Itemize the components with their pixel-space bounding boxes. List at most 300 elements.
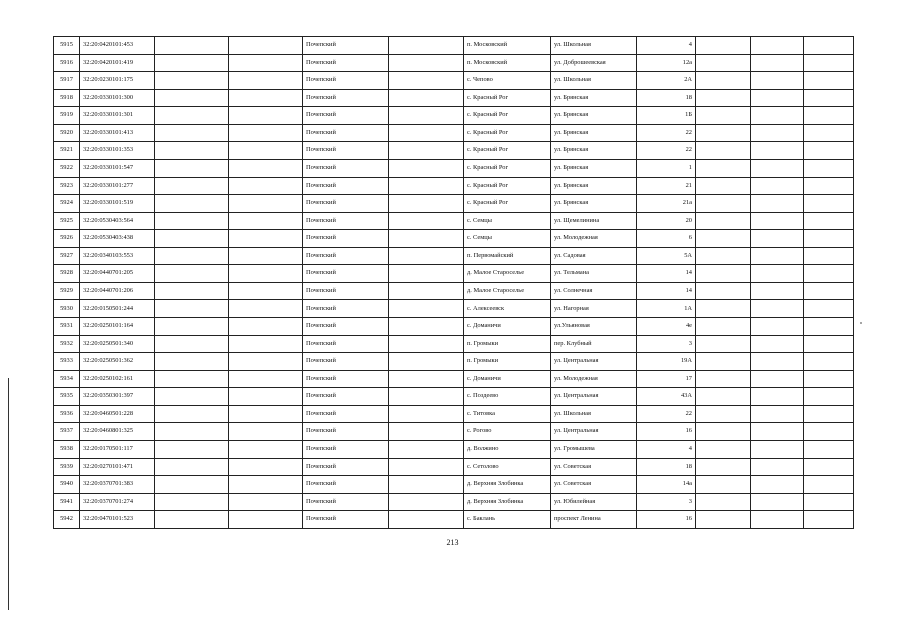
table-row	[54, 124, 854, 142]
house-number-cell: 14	[637, 282, 696, 300]
row-number-cell: 5922	[54, 159, 80, 177]
empty-cell	[804, 282, 854, 300]
district-cell: Почепский	[303, 230, 389, 248]
house-number-cell: 1	[637, 159, 696, 177]
empty-cell	[696, 37, 751, 55]
table-row	[54, 388, 854, 406]
empty-cell	[389, 511, 464, 529]
empty-cell	[804, 177, 854, 195]
empty-cell	[696, 177, 751, 195]
settlement-cell: с. Красный Рог	[464, 89, 551, 107]
table-row	[54, 423, 854, 441]
row-number-cell: 5941	[54, 493, 80, 511]
row-number-cell: 5916	[54, 54, 80, 72]
empty-cell	[389, 282, 464, 300]
street-cell: ул. Советская	[551, 458, 637, 476]
table-row	[54, 440, 854, 458]
house-number-cell: 21	[637, 177, 696, 195]
empty-cell	[155, 388, 229, 406]
cadastral-number-cell: 32:20:0170501:117	[80, 440, 155, 458]
street-cell: ул. Центральная	[551, 388, 637, 406]
settlement-cell: п. Громыки	[464, 335, 551, 353]
empty-cell	[229, 388, 303, 406]
empty-cell	[229, 177, 303, 195]
cadastral-number-cell: 32:20:0460801:325	[80, 423, 155, 441]
empty-cell	[751, 405, 804, 423]
empty-cell	[804, 476, 854, 494]
empty-cell	[229, 423, 303, 441]
house-number-cell: 4	[637, 37, 696, 55]
table-row	[54, 458, 854, 476]
empty-cell	[389, 476, 464, 494]
table-row	[54, 72, 854, 90]
empty-cell	[804, 493, 854, 511]
empty-cell	[696, 335, 751, 353]
empty-cell	[389, 335, 464, 353]
empty-cell	[229, 107, 303, 125]
table-row	[54, 159, 854, 177]
empty-cell	[389, 265, 464, 283]
empty-cell	[389, 107, 464, 125]
row-number-cell: 5931	[54, 318, 80, 336]
table-row	[54, 177, 854, 195]
empty-cell	[751, 318, 804, 336]
scan-margin-line	[8, 378, 9, 610]
empty-cell	[389, 177, 464, 195]
district-cell: Почепский	[303, 247, 389, 265]
empty-cell	[696, 89, 751, 107]
district-cell: Почепский	[303, 370, 389, 388]
empty-cell	[696, 388, 751, 406]
cadastral-number-cell: 32:20:0370701:274	[80, 493, 155, 511]
empty-cell	[804, 300, 854, 318]
empty-cell	[389, 388, 464, 406]
empty-cell	[155, 72, 229, 90]
empty-cell	[751, 265, 804, 283]
empty-cell	[696, 159, 751, 177]
street-cell: ул. Брянская	[551, 195, 637, 213]
empty-cell	[804, 107, 854, 125]
empty-cell	[696, 107, 751, 125]
settlement-cell: с. Красный Рог	[464, 107, 551, 125]
district-cell: Почепский	[303, 54, 389, 72]
scan-speck	[860, 322, 862, 324]
table-row	[54, 37, 854, 55]
registry-table	[53, 36, 854, 529]
district-cell: Почепский	[303, 476, 389, 494]
empty-cell	[804, 72, 854, 90]
cadastral-number-cell: 32:20:0420101:453	[80, 37, 155, 55]
row-number-cell: 5925	[54, 212, 80, 230]
empty-cell	[389, 370, 464, 388]
table-row	[54, 335, 854, 353]
empty-cell	[155, 124, 229, 142]
street-cell: ул. Доброшеевская	[551, 54, 637, 72]
row-number-cell: 5927	[54, 247, 80, 265]
table-row	[54, 405, 854, 423]
row-number-cell: 5917	[54, 72, 80, 90]
table-row	[54, 195, 854, 213]
settlement-cell: с. Сетолово	[464, 458, 551, 476]
empty-cell	[751, 335, 804, 353]
street-cell: ул. Брянская	[551, 177, 637, 195]
empty-cell	[751, 282, 804, 300]
empty-cell	[229, 212, 303, 230]
district-cell: Почепский	[303, 265, 389, 283]
empty-cell	[696, 230, 751, 248]
street-cell: ул. Щемелинина	[551, 212, 637, 230]
empty-cell	[804, 440, 854, 458]
cadastral-number-cell: 32:20:0340103:553	[80, 247, 155, 265]
empty-cell	[751, 177, 804, 195]
empty-cell	[229, 230, 303, 248]
empty-cell	[155, 353, 229, 371]
settlement-cell: д. Малое Староселье	[464, 282, 551, 300]
settlement-cell: п. Московский	[464, 54, 551, 72]
street-cell: ул. Брянская	[551, 159, 637, 177]
cadastral-number-cell: 32:20:0330101:277	[80, 177, 155, 195]
street-cell: ул. Брянская	[551, 142, 637, 160]
district-cell: Почепский	[303, 124, 389, 142]
district-cell: Почепский	[303, 212, 389, 230]
district-cell: Почепский	[303, 458, 389, 476]
cadastral-number-cell: 32:20:0460501:228	[80, 405, 155, 423]
empty-cell	[751, 388, 804, 406]
empty-cell	[229, 300, 303, 318]
settlement-cell: с. Красный Рог	[464, 142, 551, 160]
empty-cell	[389, 353, 464, 371]
district-cell: Почепский	[303, 107, 389, 125]
street-cell: ул. Школьная	[551, 405, 637, 423]
district-cell: Почепский	[303, 318, 389, 336]
cadastral-number-cell: 32:20:0420101:419	[80, 54, 155, 72]
row-number-cell: 5934	[54, 370, 80, 388]
empty-cell	[751, 458, 804, 476]
street-cell: ул. Центральная	[551, 423, 637, 441]
empty-cell	[804, 247, 854, 265]
empty-cell	[804, 353, 854, 371]
empty-cell	[751, 230, 804, 248]
table-row	[54, 511, 854, 529]
empty-cell	[751, 353, 804, 371]
empty-cell	[804, 54, 854, 72]
empty-cell	[696, 476, 751, 494]
empty-cell	[229, 493, 303, 511]
settlement-cell: д. Волжино	[464, 440, 551, 458]
empty-cell	[155, 300, 229, 318]
table-row	[54, 476, 854, 494]
row-number-cell: 5939	[54, 458, 80, 476]
district-cell: Почепский	[303, 511, 389, 529]
street-cell: ул. Тельмана	[551, 265, 637, 283]
house-number-cell: 6	[637, 230, 696, 248]
row-number-cell: 5923	[54, 177, 80, 195]
settlement-cell: с. Титовка	[464, 405, 551, 423]
district-cell: Почепский	[303, 440, 389, 458]
empty-cell	[804, 159, 854, 177]
table-row	[54, 230, 854, 248]
house-number-cell: 22	[637, 142, 696, 160]
district-cell: Почепский	[303, 89, 389, 107]
cadastral-number-cell: 32:20:0530403:438	[80, 230, 155, 248]
district-cell: Почепский	[303, 177, 389, 195]
empty-cell	[696, 124, 751, 142]
empty-cell	[155, 511, 229, 529]
empty-cell	[751, 37, 804, 55]
empty-cell	[155, 107, 229, 125]
empty-cell	[751, 247, 804, 265]
district-cell: Почепский	[303, 72, 389, 90]
settlement-cell: с. Алексеевск	[464, 300, 551, 318]
table-row	[54, 212, 854, 230]
settlement-cell: с. Семцы	[464, 230, 551, 248]
empty-cell	[229, 54, 303, 72]
empty-cell	[389, 37, 464, 55]
house-number-cell: 20	[637, 212, 696, 230]
empty-cell	[804, 458, 854, 476]
district-cell: Почепский	[303, 300, 389, 318]
settlement-cell: п. Первомайский	[464, 247, 551, 265]
table-row	[54, 493, 854, 511]
district-cell: Почепский	[303, 405, 389, 423]
settlement-cell: с. Поздеево	[464, 388, 551, 406]
row-number-cell: 5926	[54, 230, 80, 248]
empty-cell	[804, 265, 854, 283]
table-row	[54, 370, 854, 388]
empty-cell	[804, 423, 854, 441]
district-cell: Почепский	[303, 388, 389, 406]
empty-cell	[696, 370, 751, 388]
empty-cell	[155, 370, 229, 388]
empty-cell	[155, 37, 229, 55]
house-number-cell: 21а	[637, 195, 696, 213]
empty-cell	[155, 423, 229, 441]
settlement-cell: п. Московский	[464, 37, 551, 55]
house-number-cell: 22	[637, 405, 696, 423]
empty-cell	[804, 370, 854, 388]
settlement-cell: с. Семцы	[464, 212, 551, 230]
district-cell: Почепский	[303, 37, 389, 55]
empty-cell	[229, 458, 303, 476]
street-cell: ул. Садовая	[551, 247, 637, 265]
row-number-cell: 5921	[54, 142, 80, 160]
district-cell: Почепский	[303, 142, 389, 160]
row-number-cell: 5933	[54, 353, 80, 371]
empty-cell	[696, 405, 751, 423]
row-number-cell: 5920	[54, 124, 80, 142]
empty-cell	[696, 54, 751, 72]
empty-cell	[155, 405, 229, 423]
empty-cell	[229, 124, 303, 142]
empty-cell	[155, 159, 229, 177]
empty-cell	[696, 493, 751, 511]
cadastral-number-cell: 32:20:0330101:547	[80, 159, 155, 177]
empty-cell	[389, 300, 464, 318]
empty-cell	[804, 335, 854, 353]
empty-cell	[751, 511, 804, 529]
table-row	[54, 300, 854, 318]
row-number-cell: 5937	[54, 423, 80, 441]
row-number-cell: 5929	[54, 282, 80, 300]
page-number: 213	[446, 538, 459, 547]
table-row	[54, 107, 854, 125]
empty-cell	[155, 230, 229, 248]
empty-cell	[696, 142, 751, 160]
cadastral-number-cell: 32:20:0440701:205	[80, 265, 155, 283]
empty-cell	[804, 318, 854, 336]
cadastral-number-cell: 32:20:0230101:175	[80, 72, 155, 90]
row-number-cell: 5930	[54, 300, 80, 318]
cadastral-number-cell: 32:20:0330101:301	[80, 107, 155, 125]
cadastral-number-cell: 32:20:0330101:353	[80, 142, 155, 160]
empty-cell	[155, 440, 229, 458]
house-number-cell: 3	[637, 493, 696, 511]
empty-cell	[751, 107, 804, 125]
street-cell: ул. Молодежная	[551, 230, 637, 248]
empty-cell	[804, 124, 854, 142]
empty-cell	[155, 212, 229, 230]
empty-cell	[696, 265, 751, 283]
empty-cell	[229, 353, 303, 371]
empty-cell	[389, 405, 464, 423]
empty-cell	[751, 89, 804, 107]
settlement-cell: д. Верхняя Злобинка	[464, 476, 551, 494]
empty-cell	[804, 405, 854, 423]
empty-cell	[804, 212, 854, 230]
district-cell: Почепский	[303, 335, 389, 353]
empty-cell	[155, 335, 229, 353]
empty-cell	[389, 247, 464, 265]
street-cell: пер. Клубный	[551, 335, 637, 353]
house-number-cell: 4	[637, 440, 696, 458]
settlement-cell: с. Доманичи	[464, 318, 551, 336]
settlement-cell: с. Рогово	[464, 423, 551, 441]
empty-cell	[389, 159, 464, 177]
empty-cell	[155, 282, 229, 300]
empty-cell	[229, 476, 303, 494]
district-cell: Почепский	[303, 353, 389, 371]
district-cell: Почепский	[303, 195, 389, 213]
street-cell: ул. Молодежная	[551, 370, 637, 388]
empty-cell	[696, 282, 751, 300]
house-number-cell: 1А	[637, 300, 696, 318]
house-number-cell: 18	[637, 458, 696, 476]
empty-cell	[696, 318, 751, 336]
house-number-cell: 16	[637, 511, 696, 529]
settlement-cell: с. Красный Рог	[464, 159, 551, 177]
district-cell: Почепский	[303, 159, 389, 177]
cadastral-number-cell: 32:20:0530403:564	[80, 212, 155, 230]
empty-cell	[751, 54, 804, 72]
house-number-cell: 18	[637, 89, 696, 107]
cadastral-number-cell: 32:20:0330101:300	[80, 89, 155, 107]
street-cell: ул. Солнечная	[551, 282, 637, 300]
empty-cell	[751, 300, 804, 318]
empty-cell	[804, 89, 854, 107]
table-row	[54, 54, 854, 72]
cadastral-number-cell: 32:20:0250501:362	[80, 353, 155, 371]
street-cell: ул. Юбилейная	[551, 493, 637, 511]
empty-cell	[155, 142, 229, 160]
row-number-cell: 5919	[54, 107, 80, 125]
cadastral-number-cell: 32:20:0350301:397	[80, 388, 155, 406]
empty-cell	[229, 440, 303, 458]
empty-cell	[389, 493, 464, 511]
empty-cell	[389, 318, 464, 336]
street-cell: ул. Советская	[551, 476, 637, 494]
empty-cell	[696, 511, 751, 529]
house-number-cell: 22	[637, 124, 696, 142]
empty-cell	[389, 212, 464, 230]
registry-rows	[54, 37, 854, 529]
row-number-cell: 5928	[54, 265, 80, 283]
empty-cell	[155, 476, 229, 494]
house-number-cell: 14	[637, 265, 696, 283]
empty-cell	[751, 440, 804, 458]
cadastral-number-cell: 32:20:0370701:383	[80, 476, 155, 494]
row-number-cell: 5915	[54, 37, 80, 55]
settlement-cell: с. Красный Рог	[464, 177, 551, 195]
empty-cell	[804, 142, 854, 160]
settlement-cell: с. Красный Рог	[464, 124, 551, 142]
empty-cell	[696, 300, 751, 318]
street-cell: ул.Ульяновая	[551, 318, 637, 336]
empty-cell	[696, 195, 751, 213]
empty-cell	[229, 37, 303, 55]
cadastral-number-cell: 32:20:0150501:244	[80, 300, 155, 318]
empty-cell	[696, 72, 751, 90]
street-cell: ул. Школьная	[551, 72, 637, 90]
street-cell: ул. Нагорная	[551, 300, 637, 318]
empty-cell	[229, 89, 303, 107]
empty-cell	[389, 440, 464, 458]
empty-cell	[389, 124, 464, 142]
cadastral-number-cell: 32:20:0330101:519	[80, 195, 155, 213]
empty-cell	[229, 159, 303, 177]
table-row	[54, 282, 854, 300]
row-number-cell: 5935	[54, 388, 80, 406]
empty-cell	[155, 195, 229, 213]
cadastral-number-cell: 32:20:0250501:340	[80, 335, 155, 353]
street-cell: ул. Центральная	[551, 353, 637, 371]
empty-cell	[696, 423, 751, 441]
empty-cell	[229, 511, 303, 529]
district-cell: Почепский	[303, 282, 389, 300]
house-number-cell: 16	[637, 423, 696, 441]
row-number-cell: 5924	[54, 195, 80, 213]
empty-cell	[696, 247, 751, 265]
street-cell: ул. Брянская	[551, 89, 637, 107]
cadastral-number-cell: 32:20:0250102:161	[80, 370, 155, 388]
empty-cell	[389, 72, 464, 90]
empty-cell	[229, 72, 303, 90]
empty-cell	[389, 142, 464, 160]
house-number-cell: 19А	[637, 353, 696, 371]
empty-cell	[155, 318, 229, 336]
settlement-cell: с. Чепово	[464, 72, 551, 90]
empty-cell	[155, 493, 229, 511]
street-cell: проспект Ленина	[551, 511, 637, 529]
street-cell: ул. Брянская	[551, 124, 637, 142]
house-number-cell: 43А	[637, 388, 696, 406]
empty-cell	[751, 370, 804, 388]
empty-cell	[751, 493, 804, 511]
house-number-cell: 17	[637, 370, 696, 388]
row-number-cell: 5938	[54, 440, 80, 458]
empty-cell	[229, 318, 303, 336]
empty-cell	[229, 265, 303, 283]
cadastral-number-cell: 32:20:0470101:523	[80, 511, 155, 529]
